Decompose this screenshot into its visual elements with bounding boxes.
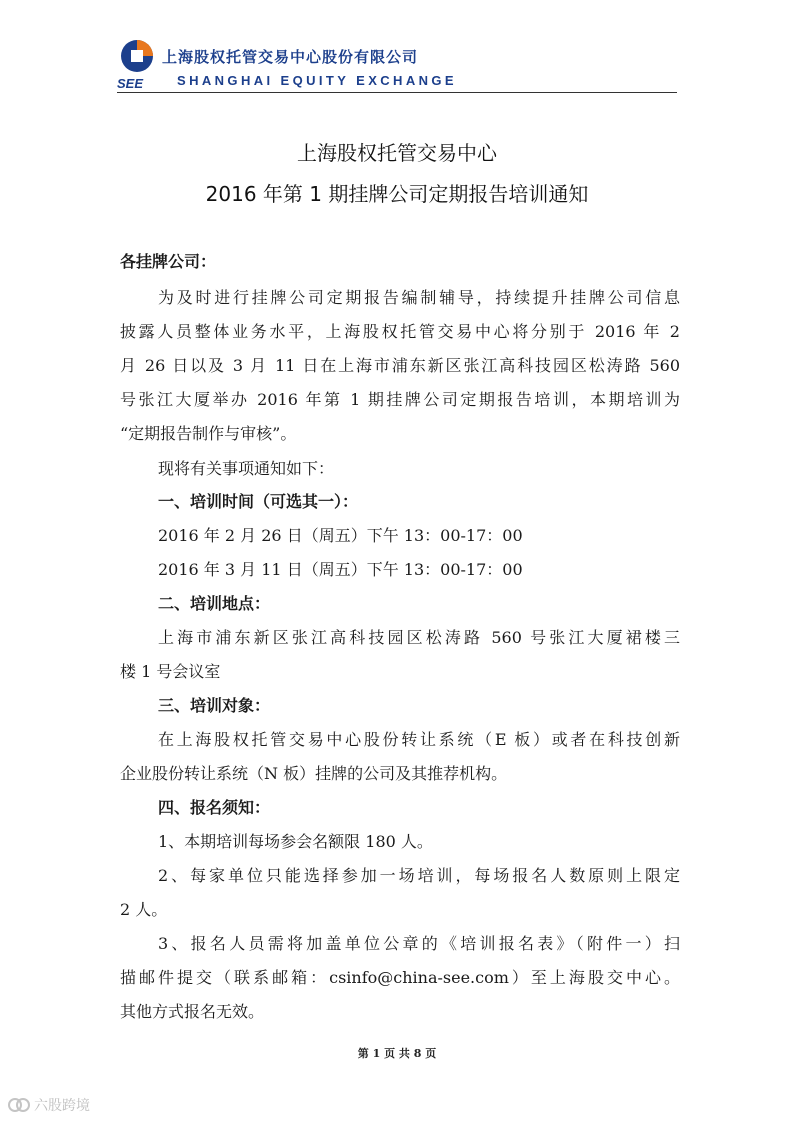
paragraph-line: “定期报告制作与审核”。: [120, 424, 297, 443]
training-date-1: 2016 年 2 月 26 日（周五）下午 13：00-17：00: [158, 526, 523, 545]
location-line: 楼 1 号会议室: [120, 662, 221, 681]
section-heading-location: 二、培训地点：: [158, 594, 271, 613]
registration-item-3-cont: 其他方式报名无效。: [120, 1002, 265, 1021]
page-number: 第 1 页 共 8 页: [357, 1047, 437, 1060]
audience-line: 在上海股权托管交易中心股份转让系统（E 板）或者在科技创新: [158, 730, 680, 749]
see-logo: [117, 38, 157, 78]
intro-line: 现将有关事项通知如下：: [158, 459, 335, 478]
training-date-2: 2016 年 3 月 11 日（周五）下午 13：00-17：00: [158, 560, 523, 579]
watermark-text: 六股跨境: [34, 1098, 90, 1114]
registration-item-2: 2、每家单位只能选择参加一场培训，每场报名人数原则上限定: [158, 866, 680, 885]
section-heading-audience: 三、培训对象：: [158, 696, 271, 715]
paragraph-line: 为及时进行挂牌公司定期报告编制辅导，持续提升挂牌公司信息: [158, 288, 680, 307]
company-name-cn: 上海股权托管交易中心股份有限公司: [162, 48, 419, 66]
watermark-icon: [8, 1096, 30, 1114]
salutation: 各挂牌公司：: [120, 252, 217, 271]
logo-wordmark: SEE: [117, 76, 144, 91]
paragraph-line: 月 26 日以及 3 月 11 日在上海市浦东新区张江高科技园区松涛路 560: [120, 356, 680, 375]
company-name-en: SHANGHAI EQUITY EXCHANGE: [177, 73, 457, 88]
registration-item-2-cont: 2 人。: [120, 900, 168, 919]
watermark: [8, 1095, 90, 1115]
see-logo-icon: [117, 38, 157, 78]
location-line: 上海市浦东新区张江高科技园区松涛路 560 号张江大厦裙楼三: [158, 628, 680, 647]
audience-line: 企业股份转让系统（N 板）挂牌的公司及其推荐机构。: [120, 764, 508, 783]
section-heading-registration: 四、报名须知：: [158, 798, 271, 817]
registration-item-1: 1、本期培训每场参会名额限 180 人。: [158, 832, 433, 851]
paragraph-line: 披露人员整体业务水平，上海股权托管交易中心将分别于 2016 年 2: [120, 322, 680, 341]
registration-item-3-cont: 描邮件提交（联系邮箱：csinfo@china-see.com）至上海股交中心。: [120, 968, 680, 987]
section-heading-time: 一、培训时间（可选其一）：: [158, 492, 359, 511]
paragraph-line: 号张江大厦举办 2016 年第 1 期挂牌公司定期报告培训，本期培训为: [120, 390, 680, 409]
header-divider: [117, 92, 677, 93]
doc-title-line2: 2016 年第 1 期挂牌公司定期报告培训通知: [205, 182, 589, 206]
registration-item-3: 3、报名人员需将加盖单位公章的《培训报名表》（附件一）扫: [158, 934, 680, 953]
doc-title-line1: 上海股权托管交易中心: [297, 141, 497, 165]
